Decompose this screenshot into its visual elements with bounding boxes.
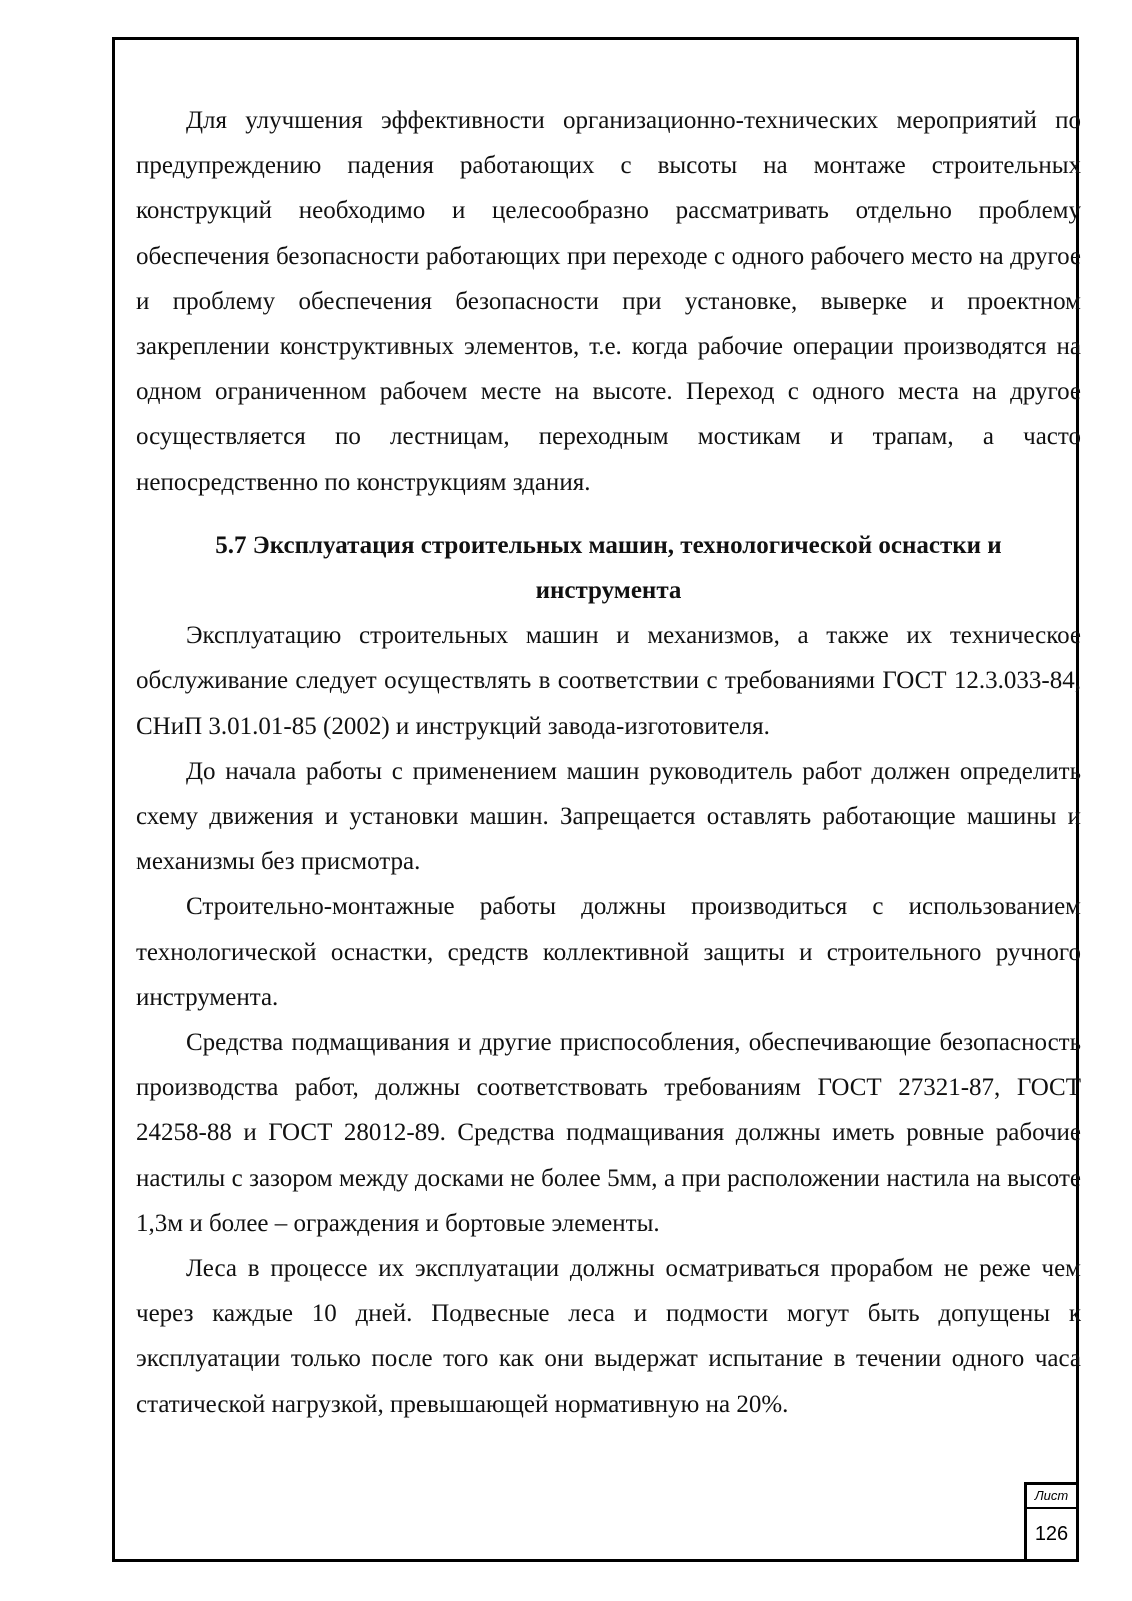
paragraph-work-scheme: До начала работы с применением машин руководитель работ должен определить схему движения и установки машин. Запрещается оставлять работающие машины и механизмы без присмотра. <box>136 757 1081 876</box>
paragraph-scaffolding-inspection: Леса в процессе их эксплуатации должны осматриваться прорабом не реже чем через каждые 10 дней. Подвесные леса и подмости могут быть допущены к эксплуатации только после того как они выдержат испытание в течении одного часа статической нагрузкой, превышающей нормативную на 20%. <box>136 1255 1081 1418</box>
section-heading <box>136 523 1081 613</box>
sheet-label: Лист <box>1027 1485 1076 1509</box>
section-heading-line1: 5.7 Эксплуатация строительных машин, технологической оснастки и <box>215 531 1002 559</box>
paragraph-machine-operation: Эксплуатацию строительных машин и механизмов, а также их техническое обслуживание следует осуществлять в соответствии с требованиями ГОСТ 12.3.033-84, СНиП 3.01.01-85 (2002) и инструкций завода-изготовителя. <box>136 622 1081 740</box>
page-number: 126 <box>1034 1523 1069 1545</box>
sheet-stamp <box>1024 1482 1076 1559</box>
paragraph-pedestrian-safety: Для улучшения эффективности организационно-технических мероприятий по предупреждению падения работающих с высоты на монтаже строительных конструкций необходимо и целесообразно рассматривать отдельно проблему обеспечения безопасности работающих при переходе с одного рабочего место на другое и проблему обеспечения безопасности при установке, выверке и проектном закреплении конструктивных элементов, т.е. когда рабочие операции производятся на одном ограниченном рабочем месте на высоте. Переход с одного места на другое осуществляется по лестницам, переходным мостикам и трапам, а часто непосредственно по конструкциям здания. <box>136 107 1081 496</box>
paragraph-scaffolding-requirements: Средства подмащивания и другие приспособления, обеспечивающие безопасность производства работ, должны соответствовать требованиям ГОСТ 27321-87, ГОСТ 24258-88 и ГОСТ 28012-89. Средства подмащивания должны иметь ровные рабочие настилы с зазором между досками не более 5мм, а при расположении настила на высоте 1,3м и более – ограждения и бортовые элементы. <box>136 1029 1081 1237</box>
page-content <box>136 98 1081 1427</box>
section-heading-line2: инструмента <box>535 577 682 605</box>
paragraph-equipment: Строительно-монтажные работы должны производиться с использованием технологической оснастки, средств коллективной защиты и строительного ручного инструмента. <box>136 893 1081 1011</box>
